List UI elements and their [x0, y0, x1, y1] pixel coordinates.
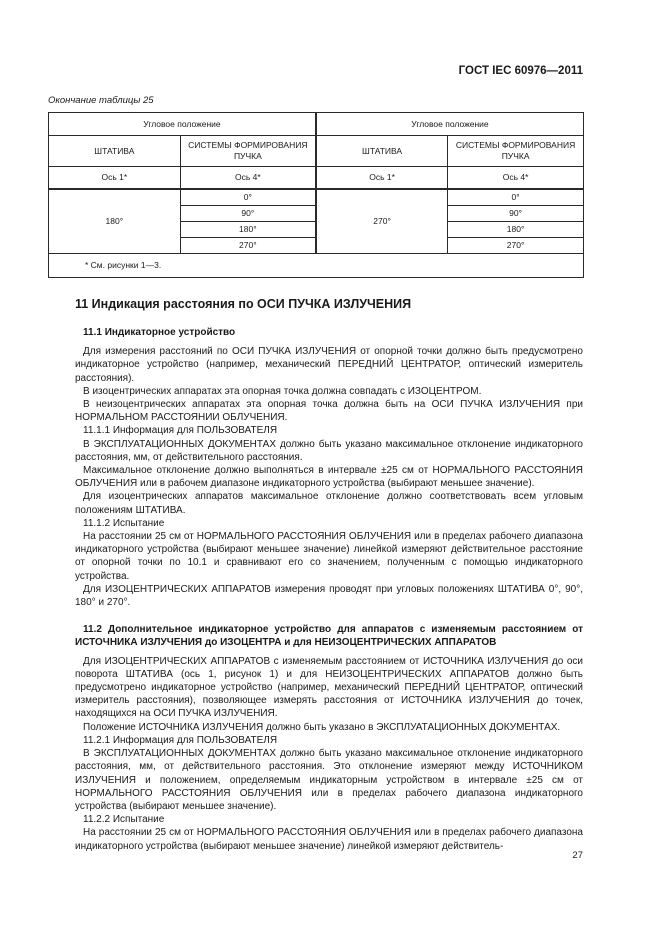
angular-positions-table	[48, 112, 584, 278]
table-footnote: * См. рисунки 1—3.	[49, 254, 584, 278]
paragraph: В изоцентрических аппаратах эта опорная точка должна совпадать с ИЗОЦЕНТРОМ.	[83, 385, 482, 397]
paragraph: Положение ИСТОЧНИКА ИЗЛУЧЕНИЯ должно быть указано в ЭКСПЛУАТАЦИОННЫХ ДОКУМЕНТАХ.	[83, 721, 561, 733]
axis-label-right-1: Ось 1*	[316, 167, 448, 190]
page-number: 27	[572, 850, 583, 861]
table-caption: Окончание таблицы 25	[48, 95, 154, 106]
paragraph: Для измерения расстояний по ОСИ ПУЧКА ИЗЛУЧЕНИЯ от опорной точки должно быть предусмотрено индикаторное устройство (например, механический ПЕРЕДНИЙ ЦЕНТРАТОР, оптический измеритель расстояния).	[75, 346, 583, 384]
table-group-header-row	[49, 113, 584, 136]
clause-title: 11.1.2 Испытание	[83, 517, 165, 529]
group-header-left: Угловое положение	[49, 113, 316, 136]
col-header-gantry-right: ШТАТИВА	[316, 136, 448, 167]
table-row	[49, 189, 584, 206]
axis-label-left-4: Ось 4*	[180, 167, 316, 190]
paragraph: На расстоянии 25 см от НОРМАЛЬНОГО РАССТОЯНИЯ ОБЛУЧЕНИЯ или в пределах рабочего диапазона индикаторного устройства (выбирают меньшее значение) линейкой измеряют действительное расстояние от опорной точки по 10.1 и сравнивают его со значением, полученным с помощью индикаторного устройства.	[75, 531, 583, 582]
clause-title: 11.1.1 Информация для ПОЛЬЗОВАТЕЛЯ	[83, 425, 278, 437]
beam-angle-left: 0°	[180, 189, 316, 206]
standard-header: ГОСТ IEC 60976—2011	[458, 65, 583, 77]
beam-angle-left: 90°	[180, 206, 316, 222]
col-header-beam-system-right: СИСТЕМЫ ФОРМИРОВАНИЯ ПУЧКА	[448, 136, 584, 167]
axis-label-right-4: Ось 4*	[448, 167, 584, 190]
clause-title: 11.2.2 Испытание	[83, 814, 165, 826]
gantry-angle-left: 180°	[49, 189, 181, 254]
paragraph: В ЭКСПЛУАТАЦИОННЫХ ДОКУМЕНТАХ должно быть указано максимальное отклонение индикаторного расстояния, мм, от действительного расстояния.	[75, 438, 583, 463]
axis-label-left-1: Ось 1*	[49, 167, 181, 190]
subsection-heading: 11.2 Дополнительное индикаторное устройство для аппаратов с изменяемым расстоянием от ИСТОЧНИКА ИЗЛУЧЕНИЯ до ИЗОЦЕНТРА и для НЕИЗОЦЕНТРИЧЕСКИХ АППАРАТОВ	[75, 624, 583, 649]
paragraph: Для изоцентрических аппаратов максимальное отклонение должно соответствовать всем угловым положениям ШТАТИВА.	[75, 491, 583, 516]
group-header-right: Угловое положение	[316, 113, 584, 136]
subsection-heading: 11.1 Индикаторное устройство	[83, 327, 236, 338]
beam-angle-right: 180°	[448, 222, 584, 238]
beam-angle-left: 270°	[180, 238, 316, 254]
table-footnote-row	[49, 254, 584, 278]
paragraph: Для ИЗОЦЕНТРИЧЕСКИХ АППАРАТОВ измерения проводят при угловых положениях ШТАТИВА 0°, 90°, 180° и 270°.	[75, 583, 583, 609]
table-axis-row	[49, 167, 584, 190]
col-header-gantry-left: ШТАТИВА	[49, 136, 181, 167]
clause-title: 11.2.1 Информация для ПОЛЬЗОВАТЕЛЯ	[83, 734, 278, 746]
beam-angle-right: 0°	[448, 189, 584, 206]
section-title: 11 Индикация расстояния по ОСИ ПУЧКА ИЗЛУЧЕНИЯ	[75, 297, 412, 311]
table-column-header-row	[49, 136, 584, 167]
paragraph: В ЭКСПЛУАТАЦИОННЫХ ДОКУМЕНТАХ должно быть указано максимальное отклонение индикаторного расстояния, мм, от действительного расстояния. Это отклонение измеряют между ИСТОЧНИКОМ ИЗЛУЧЕНИЯ и положением, определяемым индикаторным устройством в интервале ±25 см от НОРМАЛЬНОГО РАССТОЯНИЯ ОБЛУЧЕНИЯ или в пределах рабочего диапазона индикаторного устройства (выбирают меньшее значение).	[75, 748, 583, 812]
paragraph: В неизоцентрических аппаратах эта опорная точка должна быть на ОСИ ПУЧКА ИЗЛУЧЕНИЯ при НОРМАЛЬНОМ РАССТОЯНИИ ОБЛУЧЕНИЯ.	[75, 399, 583, 424]
beam-angle-left: 180°	[180, 222, 316, 238]
beam-angle-right: 90°	[448, 206, 584, 222]
gantry-angle-right: 270°	[316, 189, 448, 254]
col-header-beam-system-left: СИСТЕМЫ ФОРМИРОВАНИЯ ПУЧКА	[180, 136, 316, 167]
section-body	[75, 296, 583, 853]
paragraph: Для ИЗОЦЕНТРИЧЕСКИХ АППАРАТОВ с изменяемым расстоянием от ИСТОЧНИКА ИЗЛУЧЕНИЯ до оси поворота ШТАТИВА (ось 1, рисунок 1) и для НЕИЗОЦЕНТРИЧЕСКИХ АППАРАТОВ должно быть предусмотрено индикаторное устройство (например, механический ПЕРЕДНИЙ ЦЕНТРАТОР, оптический измеритель расстояния), позволяющее измерять расстояния от ИСТОЧНИКА ИЗЛУЧЕНИЯ до точек, находящихся на ОСИ ПУЧКА ИЗЛУЧЕНИЯ.	[75, 655, 583, 720]
beam-angle-right: 270°	[448, 238, 584, 254]
paragraph: Максимальное отклонение должно выполняться в интервале ±25 см от НОРМАЛЬНОГО РАССТОЯНИЯ ОБЛУЧЕНИЯ или в рабочем диапазоне индикаторного устройства (выбирают меньшее значение).	[75, 465, 583, 490]
paragraph: На расстоянии 25 см от НОРМАЛЬНОГО РАССТОЯНИЯ ОБЛУЧЕНИЯ или в пределах рабочего диапазона индикаторного устройства (выбирают меньшее значение) линейкой измеряют действитель-	[75, 827, 583, 852]
